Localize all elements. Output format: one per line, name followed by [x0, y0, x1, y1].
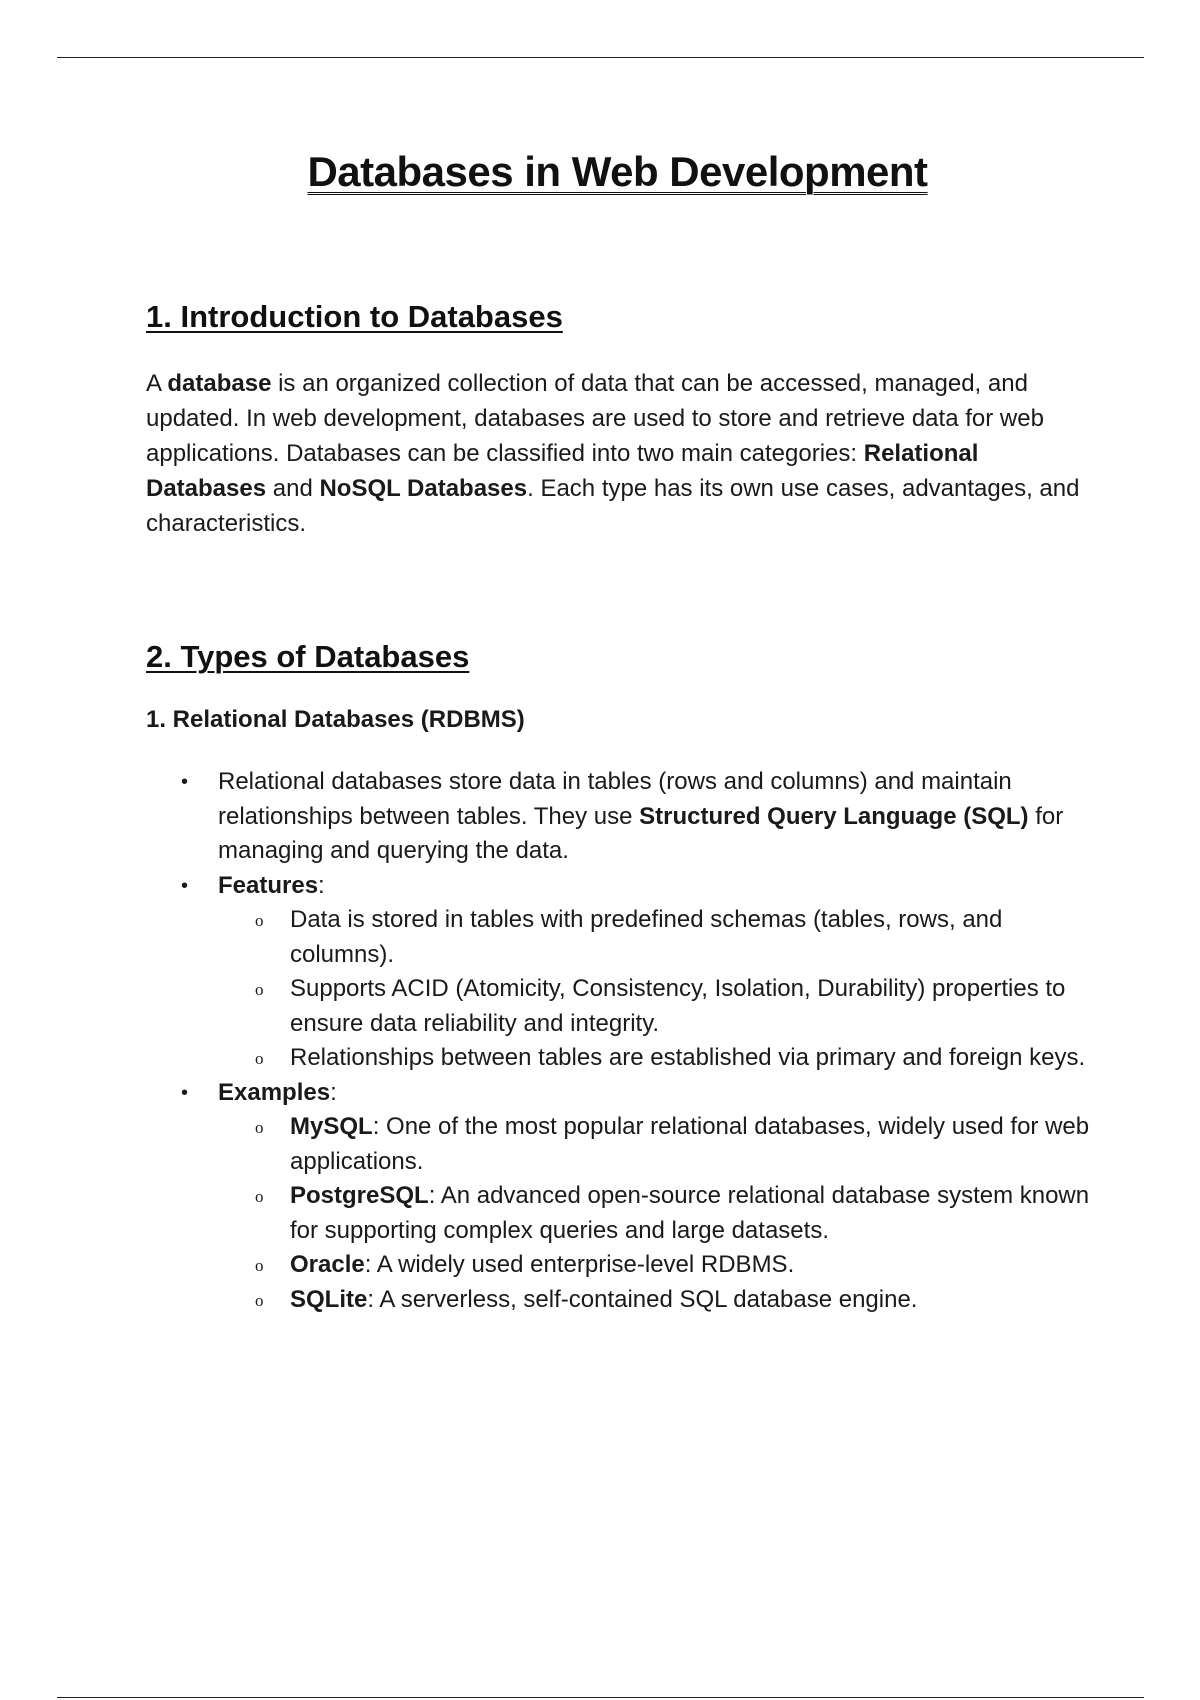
header-rule: [57, 57, 1144, 58]
bullet-icon: •: [181, 1081, 189, 1104]
rdbms-list: [146, 765, 1096, 1317]
list-item: o Relationships between tables are established via primary and foreign keys.: [218, 1041, 1096, 1076]
sub-bullet-icon: o: [255, 911, 264, 930]
features-list: [218, 903, 1096, 1076]
examples-list: [218, 1110, 1096, 1317]
list-item: • Features: o Data is stored in tables with predefined schemas (tables, rows, and columns). o Supports ACID (Atomicity, Consistency, Isolation, Durability) properties to ensure data reliability and integrity. o Relationships between tables are established via primary and foreign keys.: [146, 869, 1096, 1076]
document-title: Databases in Web Development: [307, 148, 928, 195]
list-item: o SQLite: A serverless, self-contained SQL database engine.: [218, 1283, 1096, 1318]
list-item: o Data is stored in tables with predefined schemas (tables, rows, and columns).: [255, 906, 1003, 968]
sub-bullet-icon: o: [255, 1187, 264, 1206]
list-item: o PostgreSQL: An advanced open-source relational database system known for supporting complex queries and large datasets.: [255, 1182, 1090, 1244]
sub-bullet-icon: o: [255, 1256, 264, 1275]
list-item: o Supports ACID (Atomicity, Consistency, Isolation, Durability) properties to ensure data reliability and integrity.: [255, 975, 1066, 1037]
bullet-icon: •: [181, 771, 189, 793]
list-item: • Relational databases store data in tables (rows and columns) and maintain relationships between tables. They use Structured Query Language (SQL) for managing and querying the data.: [146, 765, 1096, 869]
sub-bullet-icon: o: [255, 1049, 264, 1068]
list-item: o Oracle: A widely used enterprise-level RDBMS.: [218, 1248, 1096, 1283]
sub-bullet-icon: o: [255, 1290, 264, 1310]
section-introduction: [146, 295, 1096, 541]
section-heading: 1. Introduction to Databases: [146, 299, 563, 334]
footer-rule: [57, 1697, 1144, 1698]
intro-paragraph: A database is an organized collection of data that can be accessed, managed, and updated. In web development, databases are used to store and retrieve data for web applications. Databases can be classified into two main categories: Relational Databases and NoSQL Databases. Each type has its own use cases, advantages, and characteristics.: [146, 370, 1080, 537]
document-body: [146, 295, 1096, 1317]
bullet-icon: •: [181, 874, 189, 897]
section-types: [146, 635, 1096, 1317]
list-item: o MySQL: One of the most popular relational databases, widely used for web applications.: [255, 1113, 1090, 1175]
list-item: • Examples: o MySQL: One of the most popular relational databases, widely used for web applications. o PostgreSQL: An advanced open-source relational database system known for supporting complex queries and large datasets. o Oracle: A widely used enterprise-level RDBMS. o SQLite: A serverless, self-contained SQL database engine.: [146, 1076, 1096, 1318]
section-heading: 2. Types of Databases: [146, 639, 470, 674]
subsection-heading: 1. Relational Databases (RDBMS): [146, 706, 525, 733]
sub-bullet-icon: o: [255, 980, 264, 999]
sub-bullet-icon: o: [255, 1118, 264, 1137]
